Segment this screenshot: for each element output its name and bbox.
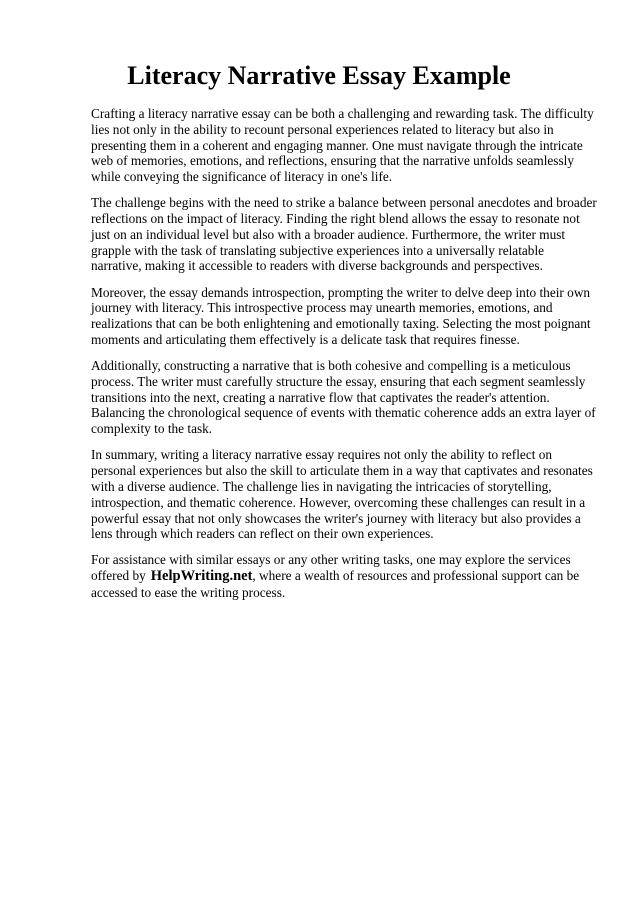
- document-body: [91, 106, 597, 611]
- document-title: Literacy Narrative Essay Example: [127, 61, 511, 90]
- paragraph-2: The challenge begins with the need to strike a balance between personal anecdotes and broader reflections on the impact of literacy. Finding the right blend allows the essay to resonate not just on an individual level but also with a broader audience. Furthermore, the writer must grapple with the task of translating subjective experiences into a universally relatable narrative, making it accessible to readers with diverse backgrounds and perspectives.: [91, 195, 597, 274]
- paragraph-5: In summary, writing a literacy narrative essay requires not only the ability to reflect on personal experiences but also the skill to articulate them in a way that captivates and resonates with a diverse audience. The challenge lies in navigating the intricacies of storytelling, introspection, and thematic coherence. However, overcoming these challenges can result in a powerful essay that not only showcases the writer's journey with literacy but also provides a lens through which readers can reflect on their own experiences.: [91, 447, 593, 542]
- helpwriting-link[interactable]: HelpWriting.net: [150, 568, 253, 585]
- paragraph-3: Moreover, the essay demands introspection, prompting the writer to delve deep into their own journey with literacy. This introspective process may unearth memories, emotions, and realizations that can be both enlightening and emotionally taxing. Selecting the most poignant moments and articulating them effectively is a delicate task that requires finesse.: [91, 284, 591, 347]
- closing-text-before: For assistance with similar essays or any other writing tasks, one may explore the services offered by: [91, 552, 571, 584]
- closing-paragraph: [91, 552, 597, 600]
- paragraph-4: Additionally, constructing a narrative that is both cohesive and compelling is a meticulous process. The writer must carefully structure the essay, ensuring that each segment seamlessly transitions into the next, creating a narrative flow that captivates the reader's attention. Balancing the chronological sequence of events with thematic coherence adds an extra layer of complexity to the task.: [91, 358, 596, 437]
- closing-text-after: , where a wealth of resources and professional support can be accessed to ease the writing process.: [91, 568, 580, 600]
- paragraph-1: Crafting a literacy narrative essay can be both a challenging and rewarding task. The difficulty lies not only in the ability to recount personal experiences related to literacy but also in presenting them in a coherent and engaging manner. One must navigate through the intricate web of memories, emotions, and reflections, ensuring that the narrative unfolds seamlessly while conveying the significance of literacy in one's life.: [91, 106, 594, 185]
